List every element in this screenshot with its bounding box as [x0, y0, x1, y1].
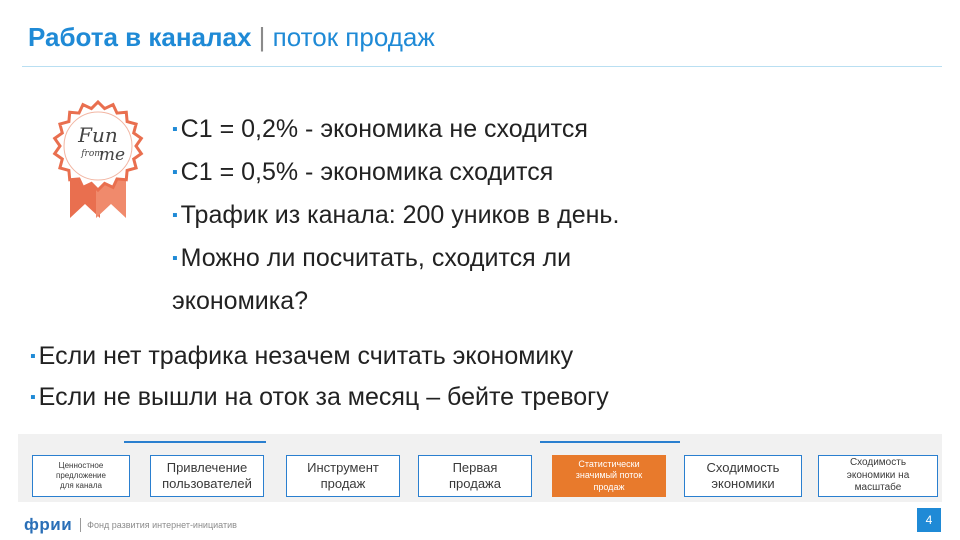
- slide-title: [28, 22, 435, 53]
- slide-title-separator: |: [251, 22, 273, 52]
- frii-logo: [24, 514, 237, 536]
- slide-title-sub: поток продаж: [272, 22, 435, 52]
- title-divider: [22, 66, 942, 67]
- flow-step-value-proposition: Ценностное предложение для канала: [32, 455, 130, 497]
- bullet-item: ▪ C1 = 0,5% - экономика сходится: [172, 158, 554, 186]
- bullet-item: ▪ Трафик из канала: 200 уников в день.: [172, 201, 620, 229]
- badge-text-me: me: [98, 145, 126, 165]
- frii-tagline: Фонд развития интернет-инициатив: [87, 520, 237, 530]
- flow-progress-line: [124, 441, 266, 443]
- funfromme-badge-logo: [48, 96, 148, 222]
- bullet-item: ▪ Можно ли посчитать, сходится ли: [172, 244, 572, 272]
- flow-step-sales-tool: Инструмент продаж: [286, 455, 400, 497]
- bullet-list-bottom: [30, 336, 750, 418]
- bullet-square-icon: ▪: [30, 348, 36, 365]
- bullet-item: ▪ Если не вышли на оток за месяц – бейте тревогу: [30, 383, 609, 411]
- bullet-list-top: [172, 108, 792, 322]
- slide-title-main: Работа в каналах: [28, 22, 252, 52]
- frii-brand: фрии: [24, 515, 73, 534]
- logo-divider: [80, 518, 81, 532]
- badge-text-fun: Fun: [78, 123, 118, 147]
- flow-step-unit-economics: Сходимость экономики: [684, 455, 802, 497]
- flow-step-significant-flow: Статистически значимый поток продаж: [552, 455, 666, 497]
- flow-step-user-acquisition: Привлечение пользователей: [150, 455, 264, 497]
- bullet-square-icon: ▪: [30, 389, 36, 406]
- bullet-item: ▪ Если нет трафика незачем считать экономику: [30, 342, 574, 370]
- page-number: 4: [917, 508, 941, 532]
- flow-step-first-sale: Первая продажа: [418, 455, 532, 497]
- bullet-square-icon: ▪: [172, 164, 178, 181]
- flow-progress-line: [540, 441, 680, 443]
- bullet-item-continuation: экономика?: [172, 287, 309, 315]
- flow-step-economics-at-scale: Сходимость экономики на масштабе: [818, 455, 938, 497]
- bullet-square-icon: ▪: [172, 207, 178, 224]
- bullet-square-icon: ▪: [172, 250, 178, 267]
- bullet-item: ▪ C1 = 0,2% - экономика не сходится: [172, 115, 588, 143]
- sales-flow-diagram: [18, 434, 942, 502]
- badge-text-from: from: [81, 149, 103, 159]
- bullet-square-icon: ▪: [172, 121, 178, 138]
